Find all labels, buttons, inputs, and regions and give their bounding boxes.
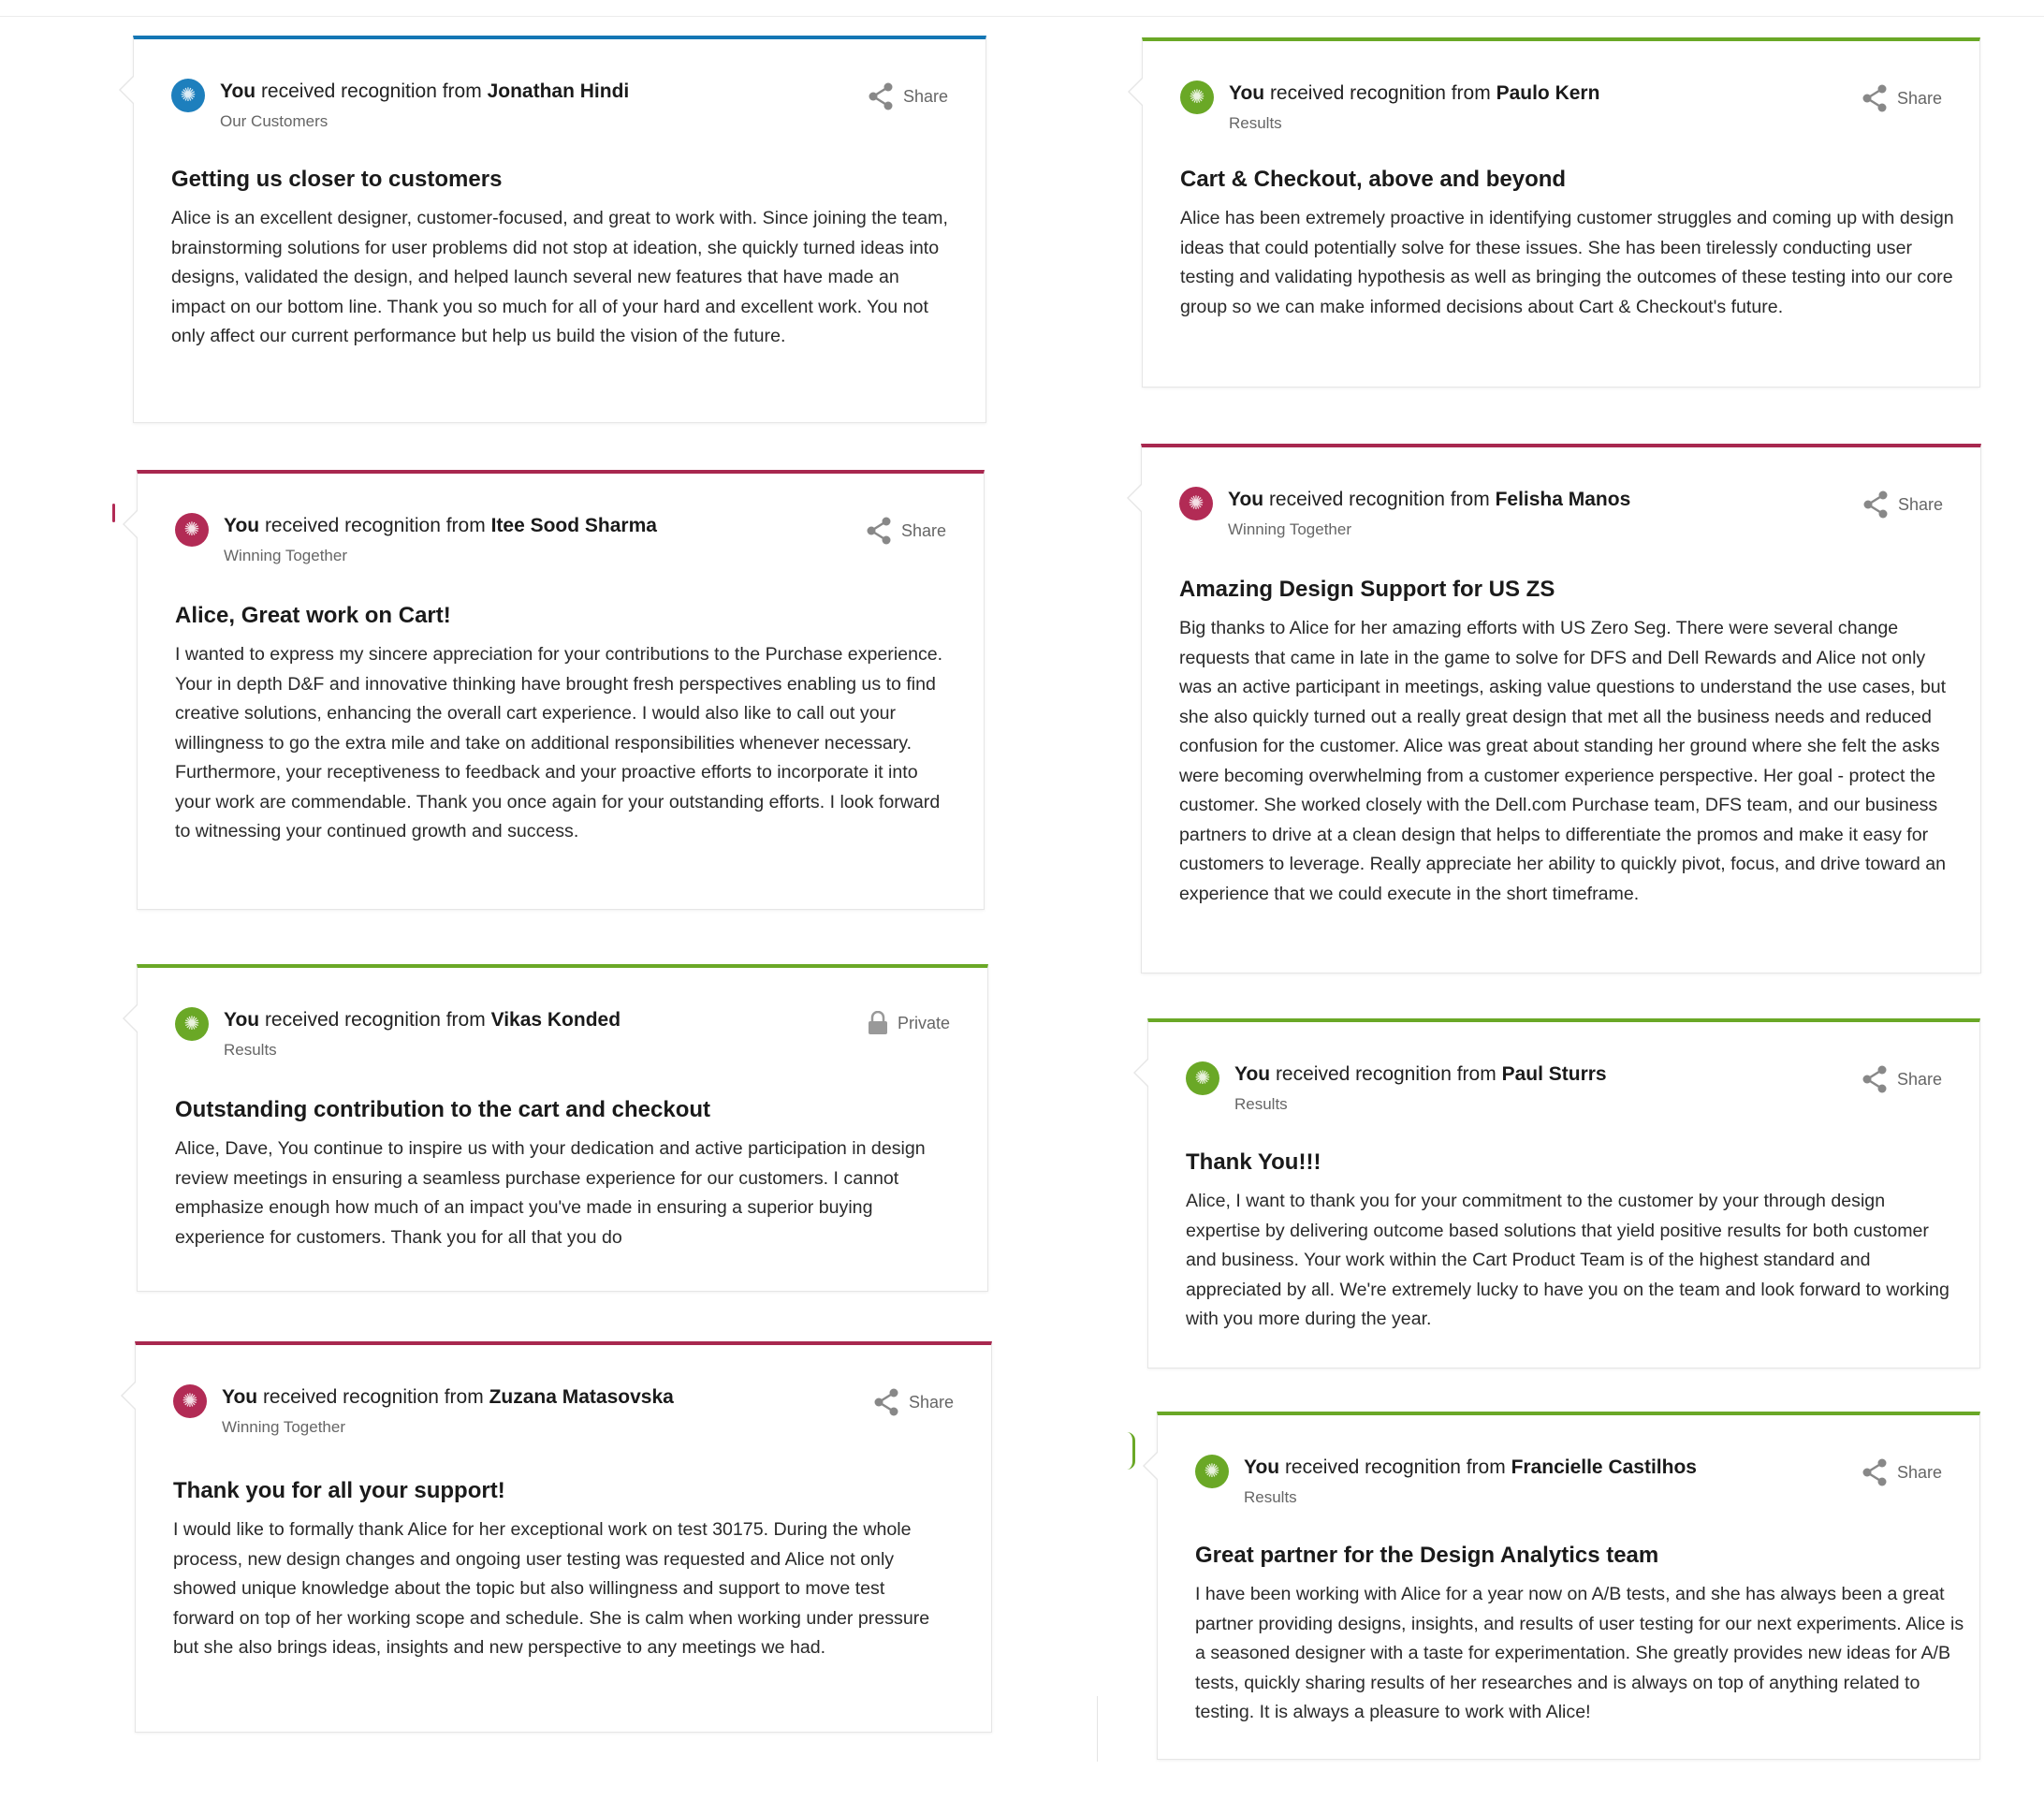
sender-name: Paul Sturrs <box>1501 1063 1607 1085</box>
share-label: Share <box>1896 88 1942 108</box>
award-badge-icon: ✺ <box>175 513 209 547</box>
sender-name: Paulo Kern <box>1496 82 1600 104</box>
share-label: Share <box>1896 1462 1942 1482</box>
privacy-label: Private <box>897 1013 950 1032</box>
recognition-message: Big thanks to Alice for her amazing efforts with US Zero Seg. There were several change requests that came in late in the game to solve for DFS and Dell Rewards and Alice not only was an active participant in meetings, asking value questions to understand the use cases, but she also quickly turned out a really great design that met all the business needs and reduced confusion for the customer. Alice was great about standing her ground where she felt the asks were becoming overwhelming from a customer experience perspective. Her goal - protect the customer. She worked closely with the Dell.com Purchase team, DFS team, and our business partners to drive at a clean design that helps to differentiate the promos and make it easy for customers to leverage. Really appreciate her ability to quickly pivot, focus, and drive toward an experience that we could execute in the short timeframe. <box>1179 618 1947 904</box>
recognition-card <box>137 470 985 910</box>
recognition-card <box>1141 444 1981 973</box>
sender-name: Vikas Konded <box>490 1009 621 1031</box>
share-icon <box>1862 490 1889 519</box>
card-pointer <box>1128 77 1143 107</box>
sender-name: Francielle Castilhos <box>1511 1456 1697 1478</box>
recognition-card <box>1147 1018 1980 1368</box>
recognition-category: Results <box>1234 1095 1288 1113</box>
recognition-title: Great partner for the Design Analytics team <box>1195 1543 1659 1568</box>
share-button[interactable] <box>873 1388 954 1416</box>
share-icon <box>873 1388 899 1416</box>
recognition-message: I would like to formally thank Alice for her exceptional work on test 30175. During the whole process, new design changes and ongoing user testing was requested and Alice not only showed unique knowledge about the topic but also willingness and support to move test forward on top of her working scope and schedule. She is calm when working under pressure but she also brings ideas, insights and new perspective to any meetings we had. <box>173 1519 930 1658</box>
share-icon <box>1862 84 1888 112</box>
recognition-card <box>135 1341 992 1733</box>
recognition-header: You received recognition from Felisha Manos <box>1228 489 1631 510</box>
award-badge-icon: ✺ <box>171 79 205 112</box>
share-label: Share <box>908 1392 954 1412</box>
card-pointer <box>121 1381 136 1411</box>
share-button[interactable] <box>868 82 948 110</box>
recognition-header: You received recognition from Zuzana Matasovska <box>222 1386 674 1408</box>
recognition-header: You received recognition from Vikas Konded <box>224 1009 621 1031</box>
recognition-message: Alice, I want to thank you for your commitment to the customer by your through design expertise by delivering outcome based solutions that yield positive results for both customer and business. Your work within the Cart Product Team is of the highest standard and appreciated by all. We're extremely lucky to have you on the team and look forward to working with you more during the year. <box>1186 1191 1949 1329</box>
share-icon <box>868 82 894 110</box>
card-pointer <box>1133 1058 1148 1088</box>
share-icon <box>1862 1458 1888 1486</box>
recognition-category: Winning Together <box>1228 520 1351 538</box>
card-pointer <box>119 75 134 105</box>
share-label: Share <box>900 520 946 540</box>
recognition-message: Alice has been extremely proactive in identifying customer struggles and coming up with design ideas that could potentially solve for these issues. She has been tirelessly conducting user testing and validating hypothesis as well as bringing the outcomes of these testing into our core group so we can make informed decisions about Cart & Checkout's future. <box>1180 208 1954 317</box>
recognition-category: Results <box>1244 1488 1297 1506</box>
recognition-message: Alice, Dave, You continue to inspire us with your dedication and active participation in design review meetings in ensuring a seamless purchase experience for our customers. I cannot emphasize enough how much of an impact you've made in ensuring a superior buying experience for customers. Thank you for all that you do <box>175 1138 926 1248</box>
sender-name: Itee Sood Sharma <box>490 515 657 536</box>
recognition-card <box>133 36 986 423</box>
award-badge-icon: ✺ <box>175 1007 209 1041</box>
award-badge-icon: ✺ <box>1179 487 1213 520</box>
recognition-card <box>1157 1412 1980 1760</box>
award-badge-icon: ✺ <box>173 1384 207 1418</box>
share-button[interactable] <box>1862 84 1942 112</box>
share-label: Share <box>902 86 948 106</box>
lock-icon <box>868 1011 888 1035</box>
recognition-title: Outstanding contribution to the cart and checkout <box>175 1097 711 1122</box>
recognition-title: Alice, Great work on Cart! <box>175 603 451 628</box>
decorative-line <box>1097 1696 1098 1762</box>
share-label: Share <box>1897 494 1943 514</box>
share-button[interactable] <box>866 517 946 545</box>
recognition-header: You received recognition from Itee Sood Sharma <box>224 515 657 536</box>
recognition-title: Thank You!!! <box>1186 1149 1321 1175</box>
card-pointer <box>123 1003 138 1033</box>
card-pointer <box>123 509 138 539</box>
recognition-category: Winning Together <box>222 1418 345 1436</box>
privacy-indicator[interactable] <box>868 1011 950 1035</box>
recognition-category: Results <box>1229 114 1282 132</box>
decorative-mark <box>112 504 115 522</box>
recognition-header: You received recognition from Jonathan Hindi <box>220 80 630 102</box>
recognition-title: Cart & Checkout, above and beyond <box>1180 167 1567 192</box>
recognition-message: I wanted to express my sincere appreciation for your contributions to the Purchase experience. Your in depth D&F and innovative thinking have brought fresh perspectives enabling us to find creative solutions, enhancing the overall cart experience. I would also like to call out your willingness to go the extra mile and take on additional responsibilities whenever necessary. Furthermore, your receptiveness to feedback and your proactive efforts to incorporate it into your work are commendable. Thank you once again for your outstanding efforts. I look forward to witnessing your continued growth and success. <box>175 644 943 841</box>
award-badge-icon: ✺ <box>1195 1455 1229 1488</box>
recognition-header: You received recognition from Francielle Castilhos <box>1244 1456 1697 1478</box>
share-label: Share <box>1896 1069 1942 1089</box>
card-pointer <box>1127 483 1142 513</box>
sender-name: Zuzana Matasovska <box>489 1386 674 1408</box>
sender-name: Felisha Manos <box>1495 489 1631 510</box>
recognition-card <box>137 964 988 1292</box>
recognition-title: Thank you for all your support! <box>173 1478 505 1503</box>
recognition-category: Results <box>224 1041 277 1059</box>
sender-name: Jonathan Hindi <box>487 80 630 102</box>
card-pointer <box>1143 1451 1158 1481</box>
recognition-category: Winning Together <box>224 547 347 564</box>
recognition-header: You received recognition from Paul Sturrs <box>1234 1063 1607 1085</box>
top-divider <box>0 16 2044 17</box>
recognition-category: Our Customers <box>220 112 328 130</box>
recognition-header: You received recognition from Paulo Kern <box>1229 82 1600 104</box>
award-badge-icon: ✺ <box>1180 80 1214 114</box>
recognition-card <box>1142 37 1980 388</box>
share-icon <box>1862 1065 1888 1093</box>
recognition-message: I have been working with Alice for a year now on A/B tests, and she has always been a great partner providing designs, insights, and results of user testing for our next experiments. Alice is a seasoned designer with a taste for experimentation. She greatly provides new ideas for A/B tests, quickly sharing results of her researches and is always on top of anything related to testing. It is always a pleasure to work with Alice! <box>1195 1584 1964 1722</box>
recognition-message: Alice is an excellent designer, customer-focused, and great to work with. Since joining the team, brainstorming solutions for user problems did not stop at ideation, she quickly turned ideas into designs, validated the design, and helped launch several new features that have made an impact on our bottom line. Thank you so much for all of your hard and excellent work. You not only affect our current performance but help us build the vision of the future. <box>171 208 948 346</box>
award-badge-icon: ✺ <box>1186 1061 1219 1095</box>
share-button[interactable] <box>1862 490 1943 519</box>
share-icon <box>866 517 892 545</box>
share-button[interactable] <box>1862 1458 1942 1486</box>
recognition-title: Getting us closer to customers <box>171 167 503 192</box>
decorative-arc <box>1127 1432 1135 1470</box>
share-button[interactable] <box>1862 1065 1942 1093</box>
recognition-title: Amazing Design Support for US ZS <box>1179 577 1555 602</box>
